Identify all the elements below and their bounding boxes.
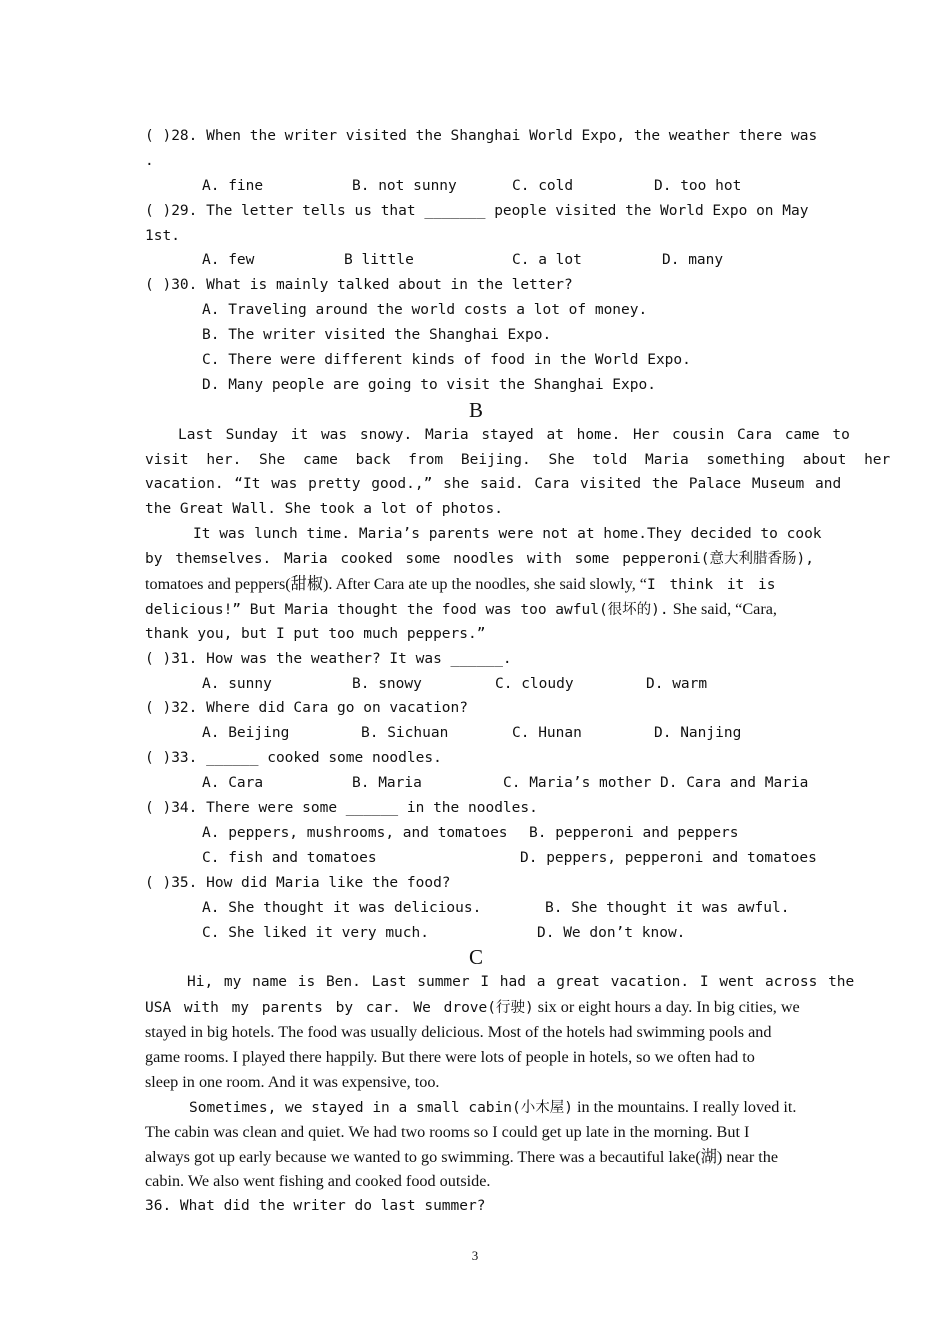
q32-option-b: B. Sichuan xyxy=(361,725,449,742)
passage-b-line: tomatoes and peppers(甜椒). After Cara ate up the noodles, she said slowly, “I think it is xyxy=(145,575,776,594)
passage-c-line: USA with my parents by car. We drove(行驶) six or eight hours a day. In big cities, we xyxy=(145,998,800,1017)
q29-stem-cont: 1st. xyxy=(145,227,180,244)
q35-options-row2 xyxy=(145,921,807,946)
passage-c-line: Sometimes, we stayed in a small cabin(小木屋) in the mountains. I really loved it. xyxy=(189,1097,797,1116)
q28-stem-cont: . xyxy=(145,152,154,169)
q33-options xyxy=(145,771,807,796)
worksheet-page xyxy=(145,124,891,1219)
passage-c-line: sleep in one room. And it was expensive, too. xyxy=(145,1072,440,1091)
q35-options-row1 xyxy=(145,896,807,921)
q32-options xyxy=(145,721,807,746)
passage-b-line: vacation. “It was pretty good.,” she said. Cara visited the Palace Museum and xyxy=(145,476,842,493)
section-c-heading: C xyxy=(468,945,483,970)
q33-option-b: B. Maria xyxy=(352,775,422,792)
passage-c-line: game rooms. I played there happily. But there were lots of people in hotels, so we often had to xyxy=(145,1047,755,1066)
q33-stem: ( )33. ______ cooked some noodles. xyxy=(145,750,442,767)
q29-option-a: A. few xyxy=(202,252,255,269)
q28-option-a: A. fine xyxy=(202,177,264,194)
q28-option-c: C. cold xyxy=(512,177,574,194)
q33-option-a: A. Cara xyxy=(202,775,264,792)
q29-option-b: B little xyxy=(344,252,414,269)
page-number: 3 xyxy=(471,1248,479,1263)
passage-c-line: The cabin was clean and quiet. We had two rooms so I could get up late in the morning. But I xyxy=(145,1122,750,1141)
q28-options xyxy=(145,174,807,199)
q31-options xyxy=(145,672,807,697)
q29-option-d: D. many xyxy=(662,252,724,269)
q31-option-d: D. warm xyxy=(646,675,708,692)
q36-stem: 36. What did the writer do last summer? xyxy=(145,1198,486,1215)
q30-stem: ( )30. What is mainly talked about in the letter? xyxy=(145,277,573,294)
q34-options-row1 xyxy=(145,821,807,846)
q34-stem: ( )34. There were some ______ in the noodles. xyxy=(145,800,538,817)
q35-option-a: A. She thought it was delicious. xyxy=(202,899,482,916)
q32-option-c: C. Hunan xyxy=(512,725,582,742)
section-b-heading: B xyxy=(468,397,483,422)
q33-option-c: C. Maria’s mother xyxy=(503,775,652,792)
passage-b-line: the Great Wall. She took a lot of photos. xyxy=(145,501,503,518)
q31-option-b: B. snowy xyxy=(352,675,422,692)
q28-option-d: D. too hot xyxy=(654,177,742,194)
q33-option-d: D. Cara and Maria xyxy=(660,775,809,792)
q32-option-d: D. Nanjing xyxy=(654,725,742,742)
q34-option-b: B. pepperoni and peppers xyxy=(529,824,739,841)
passage-c-line: Hi, my name is Ben. Last summer I had a great vacation. I went across the xyxy=(187,974,855,991)
passage-b-line: Last Sunday it was snowy. Maria stayed at home. Her cousin Cara came to xyxy=(178,426,850,443)
passage-b-line: visit her. She came back from Beijing. She told Maria something about her xyxy=(145,451,891,468)
q35-option-c: C. She liked it very much. xyxy=(202,924,429,941)
q29-stem: ( )29. The letter tells us that _______ people visited the World Expo on May xyxy=(145,202,809,219)
q30-option-a: A. Traveling around the world costs a lot of money. xyxy=(202,302,648,319)
q28-stem: ( )28. When the writer visited the Shanghai World Expo, the weather there was xyxy=(145,128,818,144)
q34-option-d: D. peppers, pepperoni and tomatoes xyxy=(520,849,817,866)
q29-option-c: C. a lot xyxy=(512,252,582,269)
q32-option-a: A. Beijing xyxy=(202,725,290,742)
passage-c-line: stayed in big hotels. The food was usually delicious. Most of the hotels had swimming pools and xyxy=(145,1023,772,1042)
passage-b-line: delicious!” But Maria thought the food was too awful(很坏的). She said, “Cara, xyxy=(145,599,777,618)
q29-options xyxy=(145,248,807,273)
q34-options-row2 xyxy=(145,846,817,871)
q35-stem: ( )35. How did Maria like the food? xyxy=(145,874,451,891)
q31-option-a: A. sunny xyxy=(202,675,272,692)
q32-stem: ( )32. Where did Cara go on vacation? xyxy=(145,700,469,717)
q30-option-b: B. The writer visited the Shanghai Expo. xyxy=(202,327,552,344)
q31-stem: ( )31. How was the weather? It was ______. xyxy=(145,650,512,667)
q30-option-c: C. There were different kinds of food in the World Expo. xyxy=(202,352,691,369)
passage-c-line: always got up early because we wanted to go swimming. There was a becautiful lake(湖) near the xyxy=(145,1147,779,1166)
passage-b-line: by themselves. Maria cooked some noodles with some pepperoni(意大利腊香肠), xyxy=(145,551,814,568)
q28-option-b: B. not sunny xyxy=(352,177,457,194)
passage-c-line: cabin. We also went fishing and cooked food outside. xyxy=(145,1172,491,1191)
q31-option-c: C. cloudy xyxy=(495,675,574,692)
q30-option-d: D. Many people are going to visit the Shanghai Expo. xyxy=(202,376,656,393)
q35-option-d: D. We don’t know. xyxy=(537,924,686,941)
q34-option-c: C. fish and tomatoes xyxy=(202,849,377,866)
q34-option-a: A. peppers, mushrooms, and tomatoes xyxy=(202,824,508,841)
passage-b-line: It was lunch time. Maria’s parents were not at home.They decided to cook xyxy=(193,526,822,543)
passage-b-line: thank you, but I put too much peppers.” xyxy=(145,625,486,642)
q35-option-b: B. She thought it was awful. xyxy=(545,899,790,916)
